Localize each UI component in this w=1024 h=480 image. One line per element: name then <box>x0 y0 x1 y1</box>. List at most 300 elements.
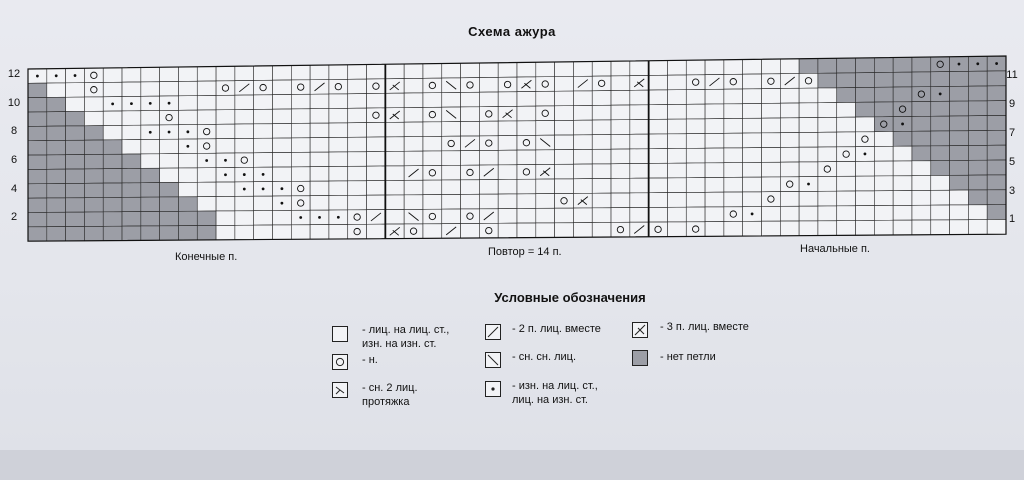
chart-cell <box>160 154 179 169</box>
chart-cell <box>517 223 536 238</box>
no-stitch-cell <box>912 87 931 102</box>
chart-cell <box>837 102 856 117</box>
chart-cell <box>254 124 273 139</box>
chart-cell <box>893 146 912 161</box>
chart-cell <box>818 103 837 118</box>
chart-cell <box>423 180 442 195</box>
chart-cell <box>442 122 461 137</box>
chart-cell <box>348 181 367 196</box>
chart-cell <box>329 195 348 210</box>
chart-cell <box>724 163 743 178</box>
chart-cell <box>216 139 235 154</box>
no-stitch-cell <box>28 212 47 227</box>
chart-cell <box>385 166 404 181</box>
chart-cell <box>498 63 517 78</box>
legend-purl-dot-icon <box>485 381 501 402</box>
chart-cell <box>893 176 912 191</box>
chart-cell <box>197 182 216 197</box>
chart-cell <box>216 66 235 81</box>
no-stitch-cell <box>103 183 122 198</box>
no-stitch-cell <box>84 140 103 155</box>
chart-cell <box>291 138 310 153</box>
chart-cell <box>141 82 160 97</box>
purl-dot-symbol <box>262 173 265 176</box>
chart-cell <box>705 207 724 222</box>
no-stitch-cell <box>66 155 85 170</box>
chart-cell <box>649 75 668 90</box>
chart-cell <box>743 59 762 74</box>
no-stitch-cell <box>141 211 160 226</box>
chart-cell <box>461 165 480 180</box>
chart-cell <box>874 220 893 235</box>
chart-cell <box>743 177 762 192</box>
chart-cell <box>743 133 762 148</box>
chart-cell <box>780 177 799 192</box>
purl-dot-symbol <box>224 173 227 176</box>
chart-cell <box>498 179 517 194</box>
purl-dot-symbol <box>281 202 284 205</box>
chart-cell <box>404 151 423 166</box>
chart-cell <box>573 105 592 120</box>
chart-cell <box>611 134 630 149</box>
chart-cell <box>818 147 837 162</box>
chart-cell <box>762 88 781 103</box>
purl-dot-symbol <box>337 216 340 219</box>
chart-cell <box>216 196 235 211</box>
no-stitch-cell <box>874 72 893 87</box>
chart-cell <box>686 163 705 178</box>
purl-dot-symbol <box>149 102 152 105</box>
no-stitch-cell <box>103 212 122 227</box>
chart-cell <box>780 103 799 118</box>
chart-cell <box>649 178 668 193</box>
no-stitch-cell <box>103 169 122 184</box>
chart-cell <box>837 147 856 162</box>
chart-cell <box>611 149 630 164</box>
chart-cell <box>630 119 649 134</box>
chart-cell <box>724 118 743 133</box>
chart-cell <box>348 166 367 181</box>
chart-cell <box>291 94 310 109</box>
chart-cell <box>912 190 931 205</box>
no-stitch-cell <box>84 154 103 169</box>
chart-cell <box>479 92 498 107</box>
chart-cell <box>893 220 912 235</box>
chart-cell <box>649 193 668 208</box>
purl-dot-symbol <box>995 62 998 65</box>
chart-cell <box>724 89 743 104</box>
no-stitch-cell <box>950 145 969 160</box>
chart-cell <box>762 192 781 207</box>
chart-cell <box>837 206 856 221</box>
chart-cell <box>705 104 724 119</box>
no-stitch-cell <box>47 112 66 127</box>
chart-cell <box>555 193 574 208</box>
chart-cell <box>931 205 950 220</box>
chart-cell <box>517 135 536 150</box>
chart-cell <box>667 178 686 193</box>
row-number-right: 5 <box>1008 156 1016 168</box>
chart-cell <box>705 148 724 163</box>
no-stitch-cell <box>122 226 141 241</box>
no-stitch-cell <box>950 175 969 190</box>
chart-cell <box>724 133 743 148</box>
chart-cell <box>498 209 517 224</box>
chart-cell <box>348 65 367 80</box>
chart-cell <box>856 132 875 147</box>
chart-cell <box>479 194 498 209</box>
chart-cell <box>724 60 743 75</box>
no-stitch-cell <box>893 131 912 146</box>
purl-dot-symbol <box>36 75 39 78</box>
chart-cell <box>103 125 122 140</box>
chart-cell <box>592 134 611 149</box>
chart-cell <box>573 135 592 150</box>
chart-cell <box>235 66 254 81</box>
no-stitch-cell <box>122 197 141 212</box>
chart-cell <box>818 191 837 206</box>
chart-cell <box>178 168 197 183</box>
chart-cell <box>310 225 329 240</box>
chart-cell <box>310 109 329 124</box>
chart-cell <box>254 95 273 110</box>
chart-cell <box>348 195 367 210</box>
chart-cell <box>686 207 705 222</box>
chart-cell <box>912 161 931 176</box>
chart-cell <box>799 162 818 177</box>
chart-cell <box>818 206 837 221</box>
chart-cell <box>141 139 160 154</box>
chart-cell <box>837 176 856 191</box>
chart-cell <box>273 123 292 138</box>
row-number-left: 12 <box>7 68 21 80</box>
chart-cell <box>818 221 837 236</box>
chart-cell <box>103 68 122 83</box>
chart-cell <box>291 80 310 95</box>
chart-cell <box>630 178 649 193</box>
chart-cell <box>178 67 197 82</box>
chart-cell <box>329 137 348 152</box>
chart-cell <box>367 137 386 152</box>
chart-cell <box>310 181 329 196</box>
chart-cell <box>160 110 179 125</box>
chart-cell <box>498 223 517 238</box>
chart-cell <box>667 60 686 75</box>
chart-cell <box>348 79 367 94</box>
chart-cell <box>423 93 442 108</box>
chart-cell <box>536 77 555 92</box>
chart-cell <box>367 79 386 94</box>
chart-cell <box>724 148 743 163</box>
chart-cell <box>799 88 818 103</box>
row-number-right: 1 <box>1008 213 1016 225</box>
chart-cell <box>423 136 442 151</box>
no-stitch-cell <box>874 87 893 102</box>
chart-cell <box>555 76 574 91</box>
chart-cell <box>348 210 367 225</box>
chart-cell <box>724 207 743 222</box>
no-stitch-cell <box>856 102 875 117</box>
chart-cell <box>724 104 743 119</box>
chart-cell <box>160 67 179 82</box>
no-stitch-cell <box>950 86 969 101</box>
chart-cell <box>367 108 386 123</box>
row-number-left: 8 <box>10 125 18 137</box>
chart-cell <box>667 163 686 178</box>
chart-cell <box>178 153 197 168</box>
chart-cell <box>931 175 950 190</box>
no-stitch-cell <box>178 226 197 241</box>
chart-cell <box>743 118 762 133</box>
chart-cell <box>216 182 235 197</box>
no-stitch-cell <box>66 111 85 126</box>
chart-cell <box>611 178 630 193</box>
legend-no-stitch-icon <box>632 350 648 371</box>
no-stitch-cell <box>160 197 179 212</box>
chart-cell <box>442 180 461 195</box>
legend-text: - сн. сн. лиц. <box>512 351 577 363</box>
chart-cell <box>611 193 630 208</box>
no-stitch-cell <box>66 212 85 227</box>
no-stitch-cell <box>66 198 85 213</box>
chart-cell <box>404 137 423 152</box>
purl-dot-symbol <box>149 131 152 134</box>
chart-cell <box>141 154 160 169</box>
chart-cell <box>329 94 348 109</box>
chart-cell <box>874 146 893 161</box>
no-stitch-cell <box>103 154 122 169</box>
chart-cell <box>254 66 273 81</box>
chart-cell <box>573 164 592 179</box>
chart-cell <box>856 176 875 191</box>
chart-cell <box>329 181 348 196</box>
chart-cell <box>498 194 517 209</box>
chart-cell <box>762 206 781 221</box>
chart-cell <box>404 180 423 195</box>
chart-cell <box>461 180 480 195</box>
chart-cell <box>686 119 705 134</box>
purl-dot-symbol <box>243 173 246 176</box>
chart-cell <box>423 151 442 166</box>
chart-cell <box>592 61 611 76</box>
chart-cell <box>743 103 762 118</box>
chart-cell <box>724 192 743 207</box>
chart-cell <box>856 117 875 132</box>
chart-cell <box>762 103 781 118</box>
chart-cell <box>461 194 480 209</box>
chart-cell <box>555 150 574 165</box>
chart-cell <box>968 205 987 220</box>
no-stitch-cell <box>160 226 179 241</box>
chart-cell <box>705 133 724 148</box>
chart-cell <box>122 125 141 140</box>
chart-cell <box>799 147 818 162</box>
chart-cell <box>498 150 517 165</box>
chart-cell <box>893 205 912 220</box>
no-stitch-cell <box>84 197 103 212</box>
no-stitch-cell <box>122 212 141 227</box>
chart-cell <box>216 95 235 110</box>
chart-cell <box>385 122 404 137</box>
chart-cell <box>310 167 329 182</box>
no-stitch-cell <box>856 73 875 88</box>
chart-cell <box>649 105 668 120</box>
chart-cell <box>348 137 367 152</box>
chart-cell <box>291 181 310 196</box>
purl-dot-symbol <box>281 187 284 190</box>
chart-cell <box>310 152 329 167</box>
chart-cell <box>573 120 592 135</box>
chart-cell <box>291 167 310 182</box>
chart-cell <box>874 176 893 191</box>
chart-cell <box>893 161 912 176</box>
chart-cell <box>517 179 536 194</box>
chart-cell <box>762 177 781 192</box>
chart-cell <box>348 123 367 138</box>
no-stitch-cell <box>47 198 66 213</box>
no-stitch-cell <box>950 160 969 175</box>
chart-cell <box>592 222 611 237</box>
no-stitch-cell <box>141 183 160 198</box>
chart-cell <box>555 120 574 135</box>
chart-cell <box>254 196 273 211</box>
chart-cell <box>442 63 461 78</box>
purl-dot-symbol <box>751 213 754 216</box>
no-stitch-cell <box>47 140 66 155</box>
legend-text: - н. <box>362 354 378 366</box>
no-stitch-cell <box>28 112 47 127</box>
chart-cell <box>555 91 574 106</box>
chart-cell <box>235 124 254 139</box>
no-stitch-cell <box>103 226 122 241</box>
chart-cell <box>273 66 292 81</box>
no-stitch-cell <box>84 183 103 198</box>
chart-cell <box>329 65 348 80</box>
no-stitch-cell <box>874 102 893 117</box>
chart-cell <box>291 123 310 138</box>
chart-cell <box>216 110 235 125</box>
chart-cell <box>611 90 630 105</box>
no-stitch-cell <box>28 169 47 184</box>
end-stitches-label: Конечные п. <box>175 251 238 263</box>
chart-cell <box>254 80 273 95</box>
chart-cell <box>348 224 367 239</box>
chart-cell <box>950 190 969 205</box>
purl-dot-symbol <box>186 130 189 133</box>
chart-cell <box>385 209 404 224</box>
chart-cell <box>667 119 686 134</box>
chart-cell <box>122 111 141 126</box>
chart-cell <box>686 60 705 75</box>
chart-cell <box>818 117 837 132</box>
chart-cell <box>592 208 611 223</box>
chart-cell <box>385 151 404 166</box>
chart-cell <box>291 65 310 80</box>
purl-dot-symbol <box>55 74 58 77</box>
chart-cell <box>103 82 122 97</box>
purl-dot-symbol <box>168 131 171 134</box>
legend-text: - 3 п. лиц. вместе <box>660 321 749 333</box>
chart-cell <box>874 161 893 176</box>
chart-cell <box>404 224 423 239</box>
chart-cell <box>329 152 348 167</box>
legend-ssk-icon <box>485 352 501 373</box>
chart-cell <box>442 151 461 166</box>
chart-cell <box>536 179 555 194</box>
chart-cell <box>611 164 630 179</box>
no-stitch-cell <box>178 211 197 226</box>
chart-cell <box>197 110 216 125</box>
no-stitch-cell <box>122 183 141 198</box>
no-stitch-cell <box>931 72 950 87</box>
chart-cell <box>686 178 705 193</box>
chart-cell <box>536 106 555 121</box>
chart-cell <box>84 97 103 112</box>
chart-cell <box>291 196 310 211</box>
no-stitch-cell <box>968 71 987 86</box>
chart-cell <box>705 177 724 192</box>
no-stitch-cell <box>931 146 950 161</box>
no-stitch-cell <box>912 57 931 72</box>
chart-cell <box>555 164 574 179</box>
legend-text: - сн. 2 лиц. протяжка <box>362 382 418 408</box>
no-stitch-cell <box>28 184 47 199</box>
chart-cell <box>686 192 705 207</box>
purl-dot-symbol <box>168 102 171 105</box>
chart-cell <box>649 134 668 149</box>
chart-cell <box>555 179 574 194</box>
chart-cell <box>780 162 799 177</box>
chart-cell <box>216 211 235 226</box>
purl-dot-symbol <box>864 153 867 156</box>
row-number-right: 9 <box>1008 98 1016 110</box>
no-stitch-cell <box>968 175 987 190</box>
chart-cell <box>273 225 292 240</box>
chart-cell <box>968 219 987 234</box>
chart-cell <box>84 111 103 126</box>
no-stitch-cell <box>28 83 47 98</box>
chart-cell <box>310 65 329 80</box>
chart-cell <box>254 138 273 153</box>
chart-cell <box>686 148 705 163</box>
no-stitch-cell <box>66 226 85 241</box>
chart-cell <box>630 105 649 120</box>
chart-cell <box>667 207 686 222</box>
chart-cell <box>178 81 197 96</box>
chart-cell <box>705 222 724 237</box>
no-stitch-cell <box>141 168 160 183</box>
no-stitch-cell <box>84 226 103 241</box>
chart-cell <box>479 77 498 92</box>
chart-cell <box>630 163 649 178</box>
chart-cell <box>517 150 536 165</box>
chart-cell <box>385 64 404 79</box>
chart-cell <box>649 61 668 76</box>
chart-cell <box>912 205 931 220</box>
chart-cell <box>160 139 179 154</box>
chart-cell <box>705 119 724 134</box>
chart-cell <box>743 148 762 163</box>
chart-cell <box>573 62 592 77</box>
no-stitch-cell <box>141 197 160 212</box>
no-stitch-cell <box>950 116 969 131</box>
no-stitch-cell <box>66 183 85 198</box>
no-stitch-cell <box>47 126 66 141</box>
chart-cell <box>122 140 141 155</box>
chart-cell <box>630 149 649 164</box>
chart-cell <box>66 83 85 98</box>
chart-cell <box>743 162 762 177</box>
